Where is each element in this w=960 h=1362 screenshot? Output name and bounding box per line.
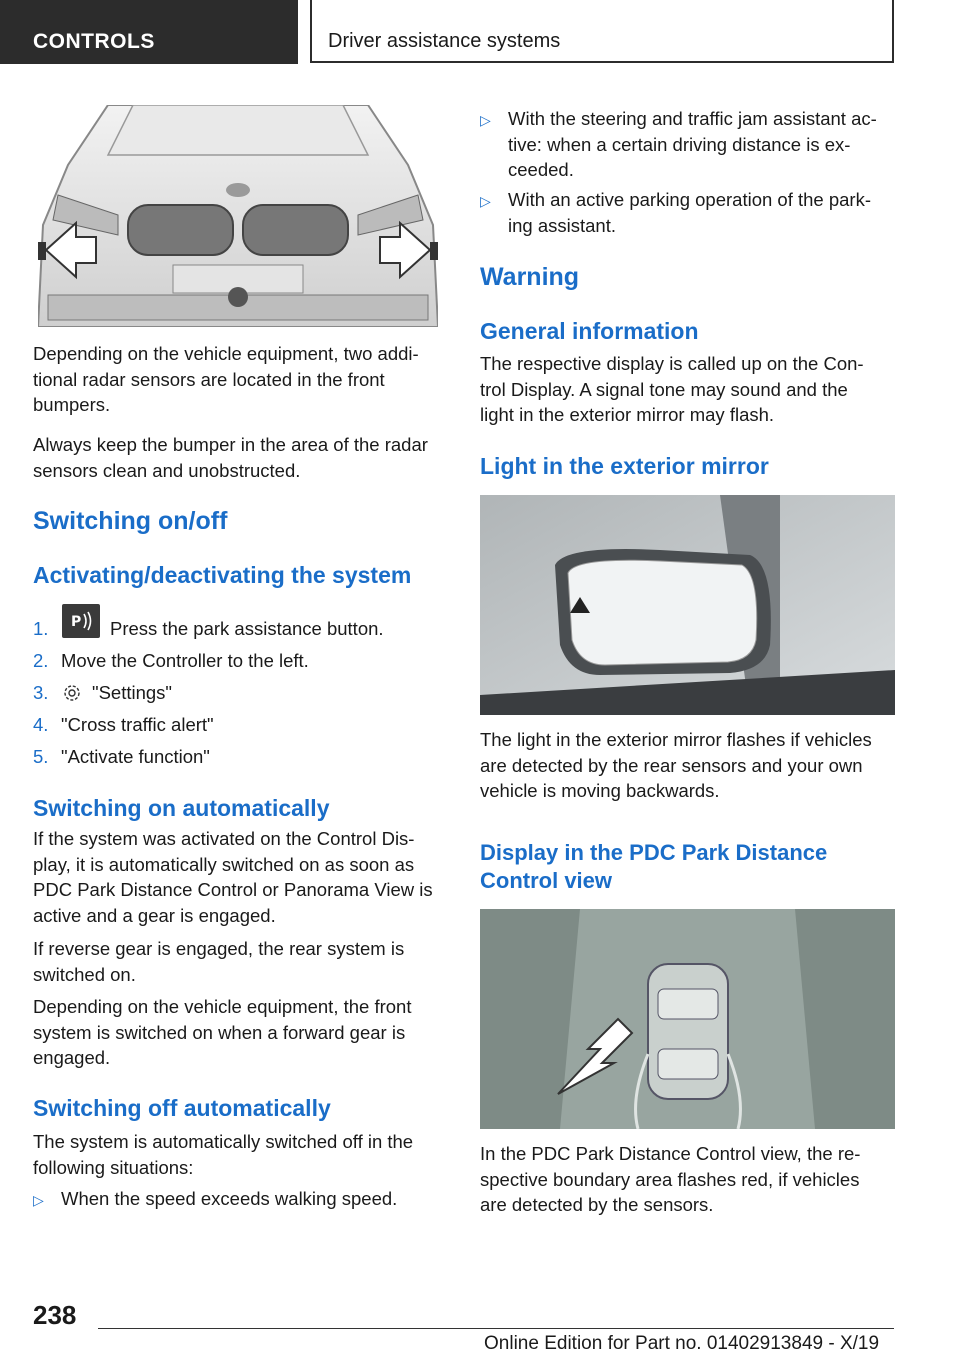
step-2 bbox=[33, 648, 443, 674]
bullet-traffic-jam bbox=[480, 106, 895, 186]
heading-switching-on-off: Switching on/off bbox=[33, 507, 228, 535]
chapter-tab bbox=[310, 0, 894, 63]
heading-warning: Warning bbox=[480, 263, 580, 291]
bullet-text: When the speed exceeds walking speed. bbox=[61, 1188, 398, 1209]
step-number: 1. bbox=[33, 618, 49, 639]
bullet-walking-speed bbox=[33, 1186, 453, 1212]
heading-pdc-view: Display in the PDC Park Distance Control view bbox=[480, 840, 828, 893]
section-label: CONTROLS bbox=[33, 30, 155, 53]
step-number: 3. bbox=[33, 682, 49, 703]
step-3 bbox=[33, 680, 443, 706]
heading-light-exterior-mirror: Light in the exterior mirror bbox=[480, 453, 769, 479]
keep-clean-text: Always keep the bumper in the area of the radar sensors clean and unobstructed. bbox=[33, 434, 428, 481]
page-number: 238 bbox=[33, 1300, 77, 1330]
pdc-view-figure bbox=[480, 909, 895, 1129]
auto-off-text: The system is automatically switched off in the following situations: bbox=[33, 1131, 414, 1178]
mirror-flash-text: The light in the exterior mirror flashes if vehicles are detected by the rear sensors and your own vehicle is moving backwards. bbox=[480, 729, 872, 801]
svg-text:P: P bbox=[71, 614, 82, 630]
chapter-title: Driver assistance systems bbox=[328, 30, 561, 52]
footer-edition: Online Edition for Part no. 01402913849 - X/19 bbox=[484, 1333, 880, 1354]
bullet-text: With an active parking operation of the park- ing assistant. bbox=[508, 189, 871, 236]
footer-divider bbox=[98, 1328, 894, 1329]
step-number: 4. bbox=[33, 714, 49, 735]
heading-switching-off-automatically: Switching off automatically bbox=[33, 1095, 331, 1121]
step-4 bbox=[33, 712, 443, 738]
auto-on-text-2: If reverse gear is engaged, the rear system is switched on. bbox=[33, 938, 405, 985]
pdc-view-text: In the PDC Park Distance Control view, the re- spective boundary area flashes red, if vehicles are detected by the sensors. bbox=[480, 1143, 861, 1215]
bullet-icon: ▷ bbox=[480, 112, 491, 128]
car-front-radar-figure bbox=[38, 105, 438, 327]
bullet-parking bbox=[480, 187, 895, 239]
page-header bbox=[0, 0, 960, 66]
auto-on-text-1: If the system was activated on the Control Dis- play, it is automatically switched on as soon as PDC Park Distance Control or Panorama View is active and a gear is engaged. bbox=[33, 828, 433, 926]
auto-on-text-3: Depending on the vehicle equipment, the front system is switched on when a forward gear is engaged. bbox=[33, 996, 412, 1068]
step-number: 2. bbox=[33, 650, 49, 671]
heading-switching-on-automatically: Switching on automatically bbox=[33, 795, 330, 821]
step-1 bbox=[33, 616, 443, 642]
step-text: "Settings" bbox=[92, 682, 172, 703]
section-tab bbox=[0, 0, 298, 64]
bullet-icon: ▷ bbox=[480, 193, 491, 209]
step-text: Press the park assistance button. bbox=[110, 618, 384, 639]
step-text: "Activate function" bbox=[61, 746, 210, 767]
heading-activating: Activating/deactivating the system bbox=[33, 562, 412, 588]
step-text: "Cross traffic alert" bbox=[61, 714, 214, 735]
step-5 bbox=[33, 744, 443, 770]
heading-general-information: General information bbox=[480, 318, 699, 344]
step-text: Move the Controller to the left. bbox=[61, 650, 309, 671]
bullet-icon: ▷ bbox=[33, 1192, 44, 1208]
park-assist-button-icon bbox=[62, 604, 100, 638]
radar-sensors-text: Depending on the vehicle equipment, two addi- tional radar sensors are located in the front bumpers. bbox=[33, 343, 419, 415]
exterior-mirror-figure bbox=[480, 495, 895, 715]
settings-gear-icon bbox=[61, 682, 83, 704]
step-number: 5. bbox=[33, 746, 49, 767]
general-info-text: The respective display is called up on the Con- trol Display. A signal tone may sound and the light in the exterior mirror may flash. bbox=[480, 353, 864, 425]
bullet-text: With the steering and traffic jam assistant ac- tive: when a certain driving distance is ex- ceeded. bbox=[508, 108, 877, 180]
